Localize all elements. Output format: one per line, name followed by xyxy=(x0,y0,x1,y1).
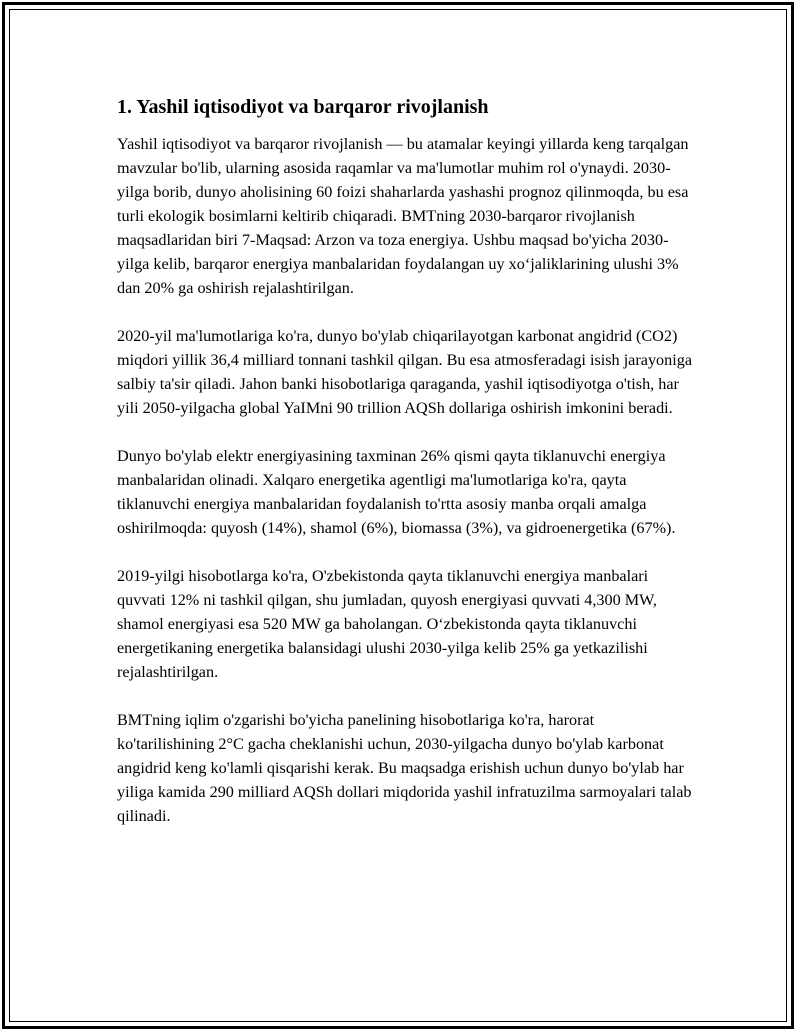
document-body xyxy=(117,94,692,852)
paragraph-2: 2020-yil ma'lumotlariga ko'ra, dunyo bo'ylab chiqarilayotgan karbonat angidrid (CO2) miqdori yillik 36,4 milliard tonnani tashkil qilgan. Bu esa atmosferadagi isish jarayoniga salbiy ta'sir qiladi. Jahon banki hisobotlariga qaraganda, yashil iqtisodiyotga o'tish, har yili 2050-yilgacha global YaIMni 90 trillion AQSh dollariga oshirish imkonini beradi. xyxy=(117,327,693,417)
paragraph-5: BMTning iqlim o'zgarishi bo'yicha panelining hisobotlariga ko'ra, harorat ko'tarilishining 2°C gacha cheklanishi uchun, 2030-yilgacha dunyo bo'ylab karbonat angidrid keng ko'lamli qisqarishi kerak. Bu maqsadga erishish uchun dunyo bo'ylab har yiliga kamida 290 milliard AQSh dollari miqdorida yashil infratuzilma sarmoyalari talab qilinadi. xyxy=(117,711,692,825)
section-heading: 1. Yashil iqtisodiyot va barqaror rivojlanish xyxy=(117,96,489,118)
paragraph-3: Dunyo bo'ylab elektr energiyasining taxminan 26% qismi qayta tiklanuvchi energiya manbalaridan olinadi. Xalqaro energetika agentligi ma'lumotlariga ko'ra, qayta tiklanuvchi energiya manbalaridan foydalanish to'rtta asosiy manba orqali amalga oshirilmoqda: quyosh (14%), shamol (6%), biomassa (3%), va gidroenergetika (67%). xyxy=(117,447,676,537)
paragraph-1: Yashil iqtisodiyot va barqaror rivojlanish — bu atamalar keyingi yillarda keng tarqalgan mavzular bo'lib, ularning asosida raqamlar va ma'lumotlar muhim rol o'ynaydi. 2030-yilga borib, dunyo aholisining 60 foizi shaharlarda yashashi prognoz qilinmoqda, bu esa turli ekologik bosimlarni keltirib chiqaradi. BMTning 2030-barqaror rivojlanish maqsadlaridan biri 7-Maqsad: Arzon va toza energiya. Ushbu maqsad bo'yicha 2030-yilga kelib, barqaror energiya manbalaridan foydalangan uy xo‘jaliklarining ulushi 3% dan 20% ga oshirish rejalashtirilgan. xyxy=(117,135,689,297)
paragraph-4: 2019-yilgi hisobotlarga ko'ra, O'zbekistonda qayta tiklanuvchi energiya manbalari quvvati 12% ni tashkil qilgan, shu jumladan, quyosh energiyasi quvvati 4,300 MW, shamol energiyasi esa 520 MW ga baholangan. O‘zbekistonda qayta tiklanuvchi energetikaning energetika balansidagi ulushi 2030-yilga kelib 25% ga yetkazilishi rejalashtirilgan. xyxy=(117,567,657,681)
